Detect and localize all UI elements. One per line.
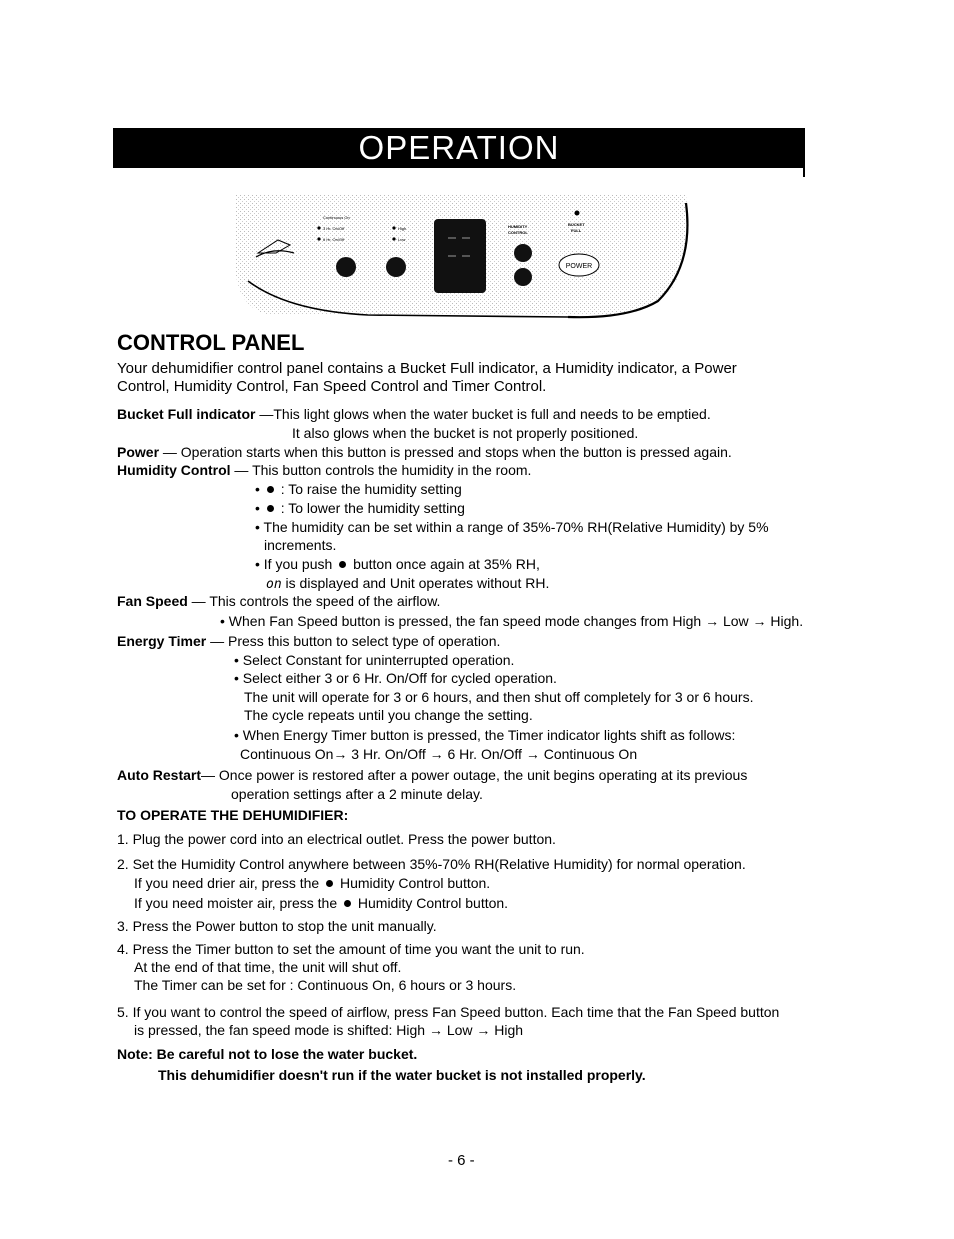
humidity-label: Humidity Control — [117, 462, 231, 478]
fan-label: Fan Speed — [117, 593, 188, 609]
humidity-raise-text: : To raise the humidity setting — [280, 481, 462, 497]
step-5: 5. If you want to control the speed of airflow, press Fan Speed button. Each time that the Fan Speed button — [117, 1004, 780, 1020]
humidity-push-line — [255, 555, 540, 573]
humidity-down-button-icon — [514, 268, 532, 286]
moister-dot-icon — [344, 900, 351, 907]
timer-text: — Press this button to select type of operation. — [206, 633, 501, 649]
step-5a: is pressed, the fan speed mode is shifted: High → Low → High — [134, 1022, 524, 1038]
power-paragraph — [117, 443, 732, 461]
label-full: FULL — [571, 228, 582, 233]
restart-label: Auto Restart — [117, 767, 202, 783]
label-6hr: 6 Hr. On/Off — [323, 237, 345, 242]
note-line-2: This dehumidifier doesn't run if the water bucket is not installed properly. — [158, 1067, 646, 1083]
restart-text-2: operation settings after a 2 minute delay. — [231, 786, 483, 802]
intro-line-1: Your dehumidifier control panel contains a Bucket Full indicator, a Humidity indicator, a Power — [117, 360, 737, 377]
humidity-range-text: • The humidity can be set within a range of 35%-70% RH(Relative Humidity) by 5% — [255, 519, 769, 535]
timer-bullet-2: • Select either 3 or 6 Hr. On/Off for cycled operation. — [234, 670, 557, 686]
timer-paragraph — [117, 632, 500, 650]
humidity-text: — This button controls the humidity in the room. — [230, 462, 532, 478]
bucket-full-paragraph — [117, 405, 711, 423]
intro-line-2: Control, Humidity Control, Fan Speed Control and Timer Control. — [117, 378, 547, 395]
timer-bullet-1: • Select Constant for uninterrupted operation. — [234, 652, 515, 668]
label-3hr: 3 Hr. On/Off — [323, 226, 345, 231]
step-3: 3. Press the Power button to stop the unit manually. — [117, 918, 437, 934]
label-low: Low — [398, 237, 406, 242]
step-2a-pre: If you need drier air, press the — [134, 875, 320, 891]
fan-text: — This controls the speed of the airflow. — [187, 593, 441, 609]
timer-label: Energy Timer — [117, 633, 207, 649]
restart-text: — Once power is restored after a power outage, the unit begins operating at its previous — [201, 767, 748, 783]
humidity-paragraph — [117, 461, 531, 479]
fan-bullet: • When Fan Speed button is pressed, the fan speed mode changes from High → Low → High. — [220, 613, 804, 629]
display-on-code: on — [266, 577, 282, 592]
led-3hr — [317, 226, 320, 229]
bucket-full-led — [575, 211, 580, 216]
power-label: Power — [117, 444, 160, 460]
lower-dot-icon — [267, 505, 274, 512]
timer-bullet-2a: The unit will operate for 3 or 6 hours, and then shut off completely for 3 or 6 hours. — [244, 689, 754, 705]
step-4a: At the end of that time, the unit will shut off. — [134, 959, 402, 975]
step-2b-pre: If you need moister air, press the — [134, 895, 338, 911]
step-2a — [134, 874, 490, 892]
step-2a-post: Humidity Control button. — [340, 875, 491, 891]
fan-paragraph — [117, 592, 440, 610]
drier-dot-icon — [326, 880, 333, 887]
humidity-bullet-raise: • : To raise the humidity setting — [255, 481, 462, 497]
step-4b: The Timer can be set for : Continuous On, 6 hours or 3 hours. — [134, 977, 517, 993]
label-bucket: BUCKET — [568, 222, 585, 227]
humidity-bullet-lower: • : To lower the humidity setting — [255, 500, 465, 516]
label-continuous: Continuous On — [323, 215, 350, 220]
operate-heading: TO OPERATE THE DEHUMIDIFIER: — [117, 807, 349, 823]
timer-button-icon — [336, 257, 356, 277]
humidity-up-button-icon — [514, 244, 532, 262]
timer-bullet-2b: The cycle repeats until you change the setting. — [244, 707, 533, 723]
label-power: POWER — [565, 263, 593, 270]
bucket-full-label: Bucket Full indicator — [117, 406, 256, 422]
digital-display — [434, 219, 486, 293]
control-panel-illustration — [228, 195, 693, 320]
section-banner — [113, 128, 805, 168]
push-dot-icon — [339, 561, 346, 568]
bucket-full-text: —This light glows when the water bucket is full and needs to be emptied. — [255, 406, 711, 422]
humidity-push-post: button once again at 35% RH, — [353, 556, 540, 572]
label-high: High — [398, 226, 407, 231]
banner-corner-tick — [803, 168, 805, 177]
section-heading: CONTROL PANEL — [117, 330, 305, 355]
fan-speed-button-icon — [386, 257, 406, 277]
step-2b-post: Humidity Control button. — [357, 895, 509, 911]
note-line-1: Note: Be careful not to lose the water bucket. — [117, 1046, 418, 1062]
step-2: 2. Set the Humidity Control anywhere between 35%-70% RH(Relative Humidity) for normal operation. — [117, 856, 746, 872]
step-4: 4. Press the Timer button to set the amount of time you want the unit to run. — [117, 941, 585, 957]
power-text: — Operation starts when this button is pressed and stops when the button is pressed again. — [159, 444, 732, 460]
humidity-lower-text: : To lower the humidity setting — [280, 500, 465, 516]
label-humidity: HUMIDITY — [508, 224, 528, 229]
label-control: CONTROL — [508, 230, 528, 235]
humidity-push-pre: • If you push — [255, 556, 333, 572]
bucket-full-text-2: It also glows when the bucket is not properly positioned. — [292, 425, 639, 441]
page-number: - 6 - — [448, 1152, 475, 1169]
led-low — [392, 237, 395, 240]
humidity-range-text-2: increments. — [264, 537, 337, 553]
led-6hr — [317, 237, 320, 240]
step-2b — [134, 894, 508, 912]
restart-paragraph — [117, 766, 747, 784]
humidity-on-line — [266, 574, 549, 594]
timer-bullet-3: • When Energy Timer button is pressed, the Timer indicator lights shift as follows: — [234, 727, 736, 743]
humidity-on-text: is displayed and Unit operates without RH. — [281, 575, 550, 591]
page-title: OPERATION — [358, 129, 560, 166]
led-high — [392, 226, 395, 229]
step-1: 1. Plug the power cord into an electrical outlet. Press the power button. — [117, 831, 556, 847]
timer-bullet-3a: Continuous On→ 3 Hr. On/Off → 6 Hr. On/Off → Continuous On — [240, 746, 638, 762]
raise-dot-icon — [267, 486, 274, 493]
